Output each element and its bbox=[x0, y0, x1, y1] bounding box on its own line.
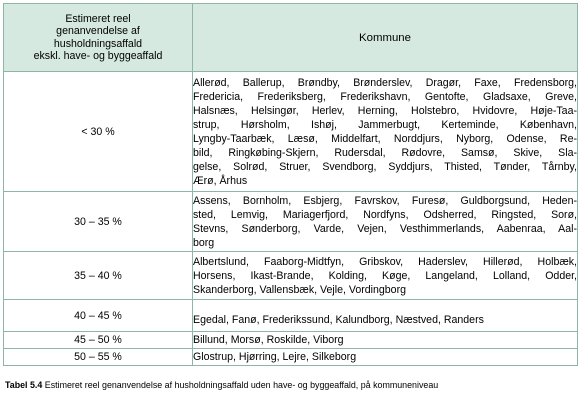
header-recycling-rate bbox=[4, 4, 193, 72]
municipality-line: Assens, Bornholm, Esbjerg, Favrskov, Furesø, Guldborgsund, Heden- bbox=[193, 194, 577, 207]
municipality-line: Stevns, Sønderborg, Varde, Vejen, Vesthimmerlands, Aabenraa, Aal- bbox=[193, 222, 577, 235]
municipality-line: gelse, Solrød, Struer, Svendborg, Syddjurs, Thisted, Tønder, Tårnby, bbox=[193, 160, 577, 173]
municipalities-cell bbox=[193, 349, 578, 366]
table-header-row bbox=[4, 4, 578, 72]
header-line: Estimeret reel bbox=[65, 12, 131, 25]
municipalities-cell bbox=[193, 332, 578, 349]
municipality-line: Egedal, Fanø, Frederikssund, Kalundborg, Næstved, Randers bbox=[193, 314, 484, 326]
municipalities-cell bbox=[193, 72, 578, 192]
municipality-line: bild, Ringkøbing-Skjern, Rudersdal, Rødovre, Samsø, Skive, Sla- bbox=[193, 146, 577, 159]
table-row bbox=[4, 349, 578, 366]
table-row bbox=[4, 332, 578, 349]
municipalities-cell bbox=[193, 192, 578, 252]
table-row bbox=[4, 192, 578, 252]
table-row bbox=[4, 300, 578, 332]
header-line: husholdningsaffald bbox=[53, 37, 143, 50]
municipality-line: Skanderborg, Vallensbæk, Vejle, Vordingborg bbox=[193, 283, 406, 296]
range-cell: 40 – 45 % bbox=[4, 300, 193, 332]
municipalities-cell bbox=[193, 300, 578, 332]
municipality-line: strup, Hørsholm, Ishøj, Jammerbugt, Kerteminde, København, bbox=[193, 118, 577, 131]
recycling-table bbox=[3, 3, 578, 366]
header-line: ekskl. have- og byggeaffald bbox=[33, 49, 163, 62]
range-cell: 45 – 50 % bbox=[4, 332, 193, 349]
municipality-line: Horsens, Ikast-Brande, Kolding, Køge, Langeland, Lolland, Odder, bbox=[193, 269, 577, 282]
caption-text: Estimeret reel genanvendelse af husholdningsaffald uden have- og byggeaffald, på kommuneniveau bbox=[42, 380, 439, 390]
municipality-line: sted, Lemvig, Mariagerfjord, Nordfyns, Odsherred, Ringsted, Sorø, bbox=[193, 208, 577, 221]
municipality-line: Albertslund, Faaborg-Midtfyn, Gribskov, Haderslev, Hillerød, Holbæk, bbox=[193, 255, 577, 268]
municipality-line: Allerød, Ballerup, Brøndby, Brønderslev, Dragør, Faxe, Fredensborg, bbox=[193, 76, 577, 89]
municipality-line: Ærø, Århus bbox=[193, 174, 248, 187]
caption-label: Tabel 5.4 bbox=[5, 380, 43, 390]
table-caption bbox=[5, 380, 438, 390]
table-row bbox=[4, 72, 578, 192]
municipality-line: Halsnæs, Helsingør, Herlev, Herning, Holstebro, Hvidovre, Høje-Taa- bbox=[193, 104, 577, 117]
header-line: genanvendelse af bbox=[56, 25, 140, 38]
range-cell: 30 – 35 % bbox=[4, 192, 193, 252]
range-cell: < 30 % bbox=[4, 72, 193, 192]
header-municipality: Kommune bbox=[193, 4, 578, 72]
municipality-line: Lyngby-Taarbæk, Læsø, Middelfart, Norddjurs, Nyborg, Odense, Re- bbox=[193, 132, 577, 145]
municipality-line: Billund, Morsø, Roskilde, Viborg bbox=[193, 334, 344, 346]
municipality-line: Fredericia, Frederiksberg, Frederikshavn, Gentofte, Gladsaxe, Greve, bbox=[193, 90, 577, 103]
range-cell: 35 – 40 % bbox=[4, 252, 193, 300]
municipality-line: borg bbox=[193, 236, 215, 249]
municipalities-cell bbox=[193, 252, 578, 300]
municipality-line: Glostrup, Hjørring, Lejre, Silkeborg bbox=[193, 351, 357, 363]
range-cell: 50 – 55 % bbox=[4, 349, 193, 366]
table-row bbox=[4, 252, 578, 300]
